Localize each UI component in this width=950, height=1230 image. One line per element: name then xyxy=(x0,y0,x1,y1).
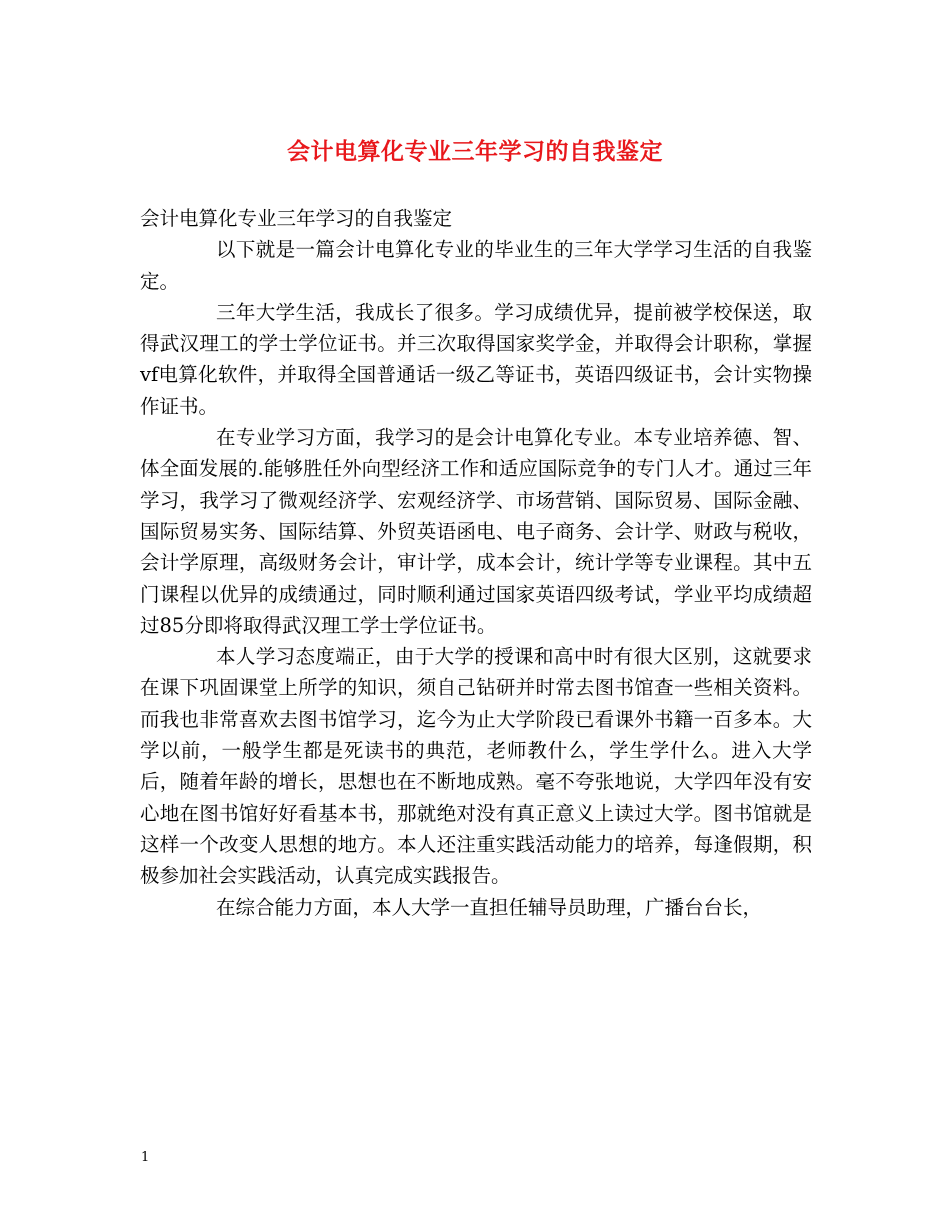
paragraph-study-attitude: 本人学习态度端正，由于大学的授课和高中时有很大区别，这就要求在课下巩固课堂上所学的知识，须自己钻研并时常去图书馆查一些相关资料。而我也非常喜欢去图书馆学习，迄今为止大学阶段已看课外书籍一百多本。大学以前，一般学生都是死读书的典范，老师教什么，学生学什么。进入大学后，随着年龄的增长，思想也在不断地成熟。毫不夸张地说，大学四年没有安心地在图书馆好好看基本书，那就绝对没有真正意义上读过大学。图书馆就是这样一个改变人思想的地方。本人还注重实践活动能力的培养，每逢假期，积极参加社会实践活动，认真完成实践报告。 xyxy=(140,645,812,888)
document-body xyxy=(140,203,812,923)
first-line: 会计电算化专业三年学习的自我鉴定 xyxy=(140,207,453,230)
paragraph-intro: 以下就是一篇会计电算化专业的毕业生的三年大学学习生活的自我鉴定。 xyxy=(140,238,812,293)
paragraph-abilities: 在综合能力方面，本人大学一直担任辅导员助理，广播台台长， xyxy=(216,895,763,919)
page-number: 1 xyxy=(141,1150,150,1165)
document-title: 会计电算化专业三年学习的自我鉴定 xyxy=(287,138,663,165)
paragraph-major-study: 在专业学习方面，我学习的是会计电算化专业。本专业培养德、智、体全面发展的.能够胜任外向型经济工作和适应国际竞争的专门人才。通过三年学习，我学习了微观经济学、宏观经济学、市场营销、国际贸易、国际金融、国际贸易实务、国际结算、外贸英语函电、电子商务、会计学、财政与税收，会计学原理，高级财务会计，审计学，成本会计，统计学等专业课程。其中五门课程以优异的成绩通过，同时顺利通过国家英语四级考试，学业平均成绩超过85分即将取得武汉理工学士学位证书。 xyxy=(140,426,812,637)
paragraph-achievements: 三年大学生活，我成长了很多。学习成绩优异，提前被学校保送，取得武汉理工的学士学位证书。并三次取得国家奖学金，并取得会计职称，掌握vf电算化软件，并取得全国普通话一级乙等证书，英语四级证书，会计实物操作证书。 xyxy=(140,300,812,418)
